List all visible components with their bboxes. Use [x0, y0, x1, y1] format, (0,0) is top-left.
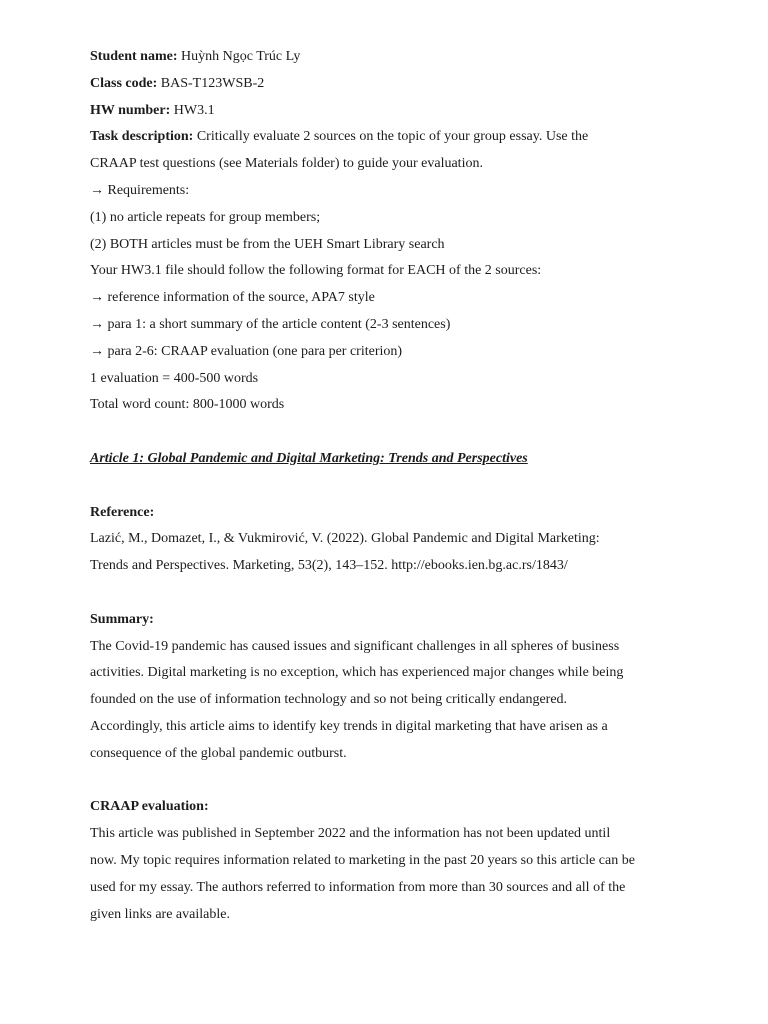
hw-number-line	[90, 98, 700, 125]
craap-line-3: used for my essay. The authors referred to information from more than 30 sources and all of the	[90, 879, 626, 895]
spacer	[90, 419, 700, 446]
spacer	[90, 580, 700, 607]
hw-number-label: HW number:	[90, 102, 171, 118]
craap-line-1: This article was published in September 2022 and the information has not been updated until	[90, 826, 611, 842]
reference-line-1: Lazić, M., Domazet, I., & Vukmirović, V. (2022). Global Pandemic and Digital Marketing:	[90, 531, 600, 547]
task-description-text-2: CRAAP test questions (see Materials folder) to guide your evaluation.	[90, 156, 483, 172]
task-description-line	[90, 124, 700, 151]
requirements-heading: → Requirements:	[90, 182, 190, 198]
summary-line-5: consequence of the global pandemic outburst.	[90, 745, 347, 761]
format-item-2: → para 1: a short summary of the article content (2-3 sentences)	[90, 316, 451, 332]
total-word-count: Total word count: 800-1000 words	[90, 397, 285, 413]
summary-line-1: The Covid-19 pandemic has caused issues and significant challenges in all spheres of business	[90, 638, 620, 654]
summary-line-4: Accordingly, this article aims to identify key trends in digital marketing that have arisen as a	[90, 718, 608, 734]
class-code-value: BAS-T123WSB-2	[160, 75, 265, 91]
summary-line-3: founded on the use of information technology and so not being critically endangered.	[90, 692, 568, 708]
requirement-item-2: (2) BOTH articles must be from the UEH Smart Library search	[90, 236, 445, 252]
craap-line-4: given links are available.	[90, 906, 230, 922]
craap-line-2: now. My topic requires information related to marketing in the past 20 years so this article can be	[90, 852, 635, 868]
student-name-value: Huỳnh Ngọc Trúc Ly	[181, 49, 301, 64]
task-description-label: Task description:	[90, 129, 194, 145]
class-code-label: Class code:	[90, 75, 158, 91]
hw-number-value: HW3.1	[173, 102, 215, 118]
class-code-line	[90, 71, 700, 98]
task-description-text-1: Critically evaluate 2 sources on the topic of your group essay. Use the	[196, 129, 589, 145]
format-item-1: → reference information of the source, APA7 style	[90, 290, 375, 306]
craap-heading: CRAAP evaluation:	[90, 799, 209, 815]
article-title: Article 1: Global Pandemic and Digital Marketing: Trends and Perspectives	[90, 450, 528, 466]
reference-heading: Reference:	[90, 504, 155, 520]
document-page	[90, 44, 700, 928]
summary-line-2: activities. Digital marketing is no exception, which has experienced major changes while being	[90, 665, 624, 681]
student-name-label: Student name:	[90, 49, 178, 64]
spacer	[90, 768, 700, 795]
requirement-item-1: (1) no article repeats for group members;	[90, 209, 321, 225]
reference-line-2: Trends and Perspectives. Marketing, 53(2), 143–152. http://ebooks.ien.bg.ac.rs/1843/	[90, 558, 568, 574]
format-item-3: → para 2-6: CRAAP evaluation (one para per criterion)	[90, 343, 403, 359]
evaluation-length: 1 evaluation = 400-500 words	[90, 370, 259, 386]
format-intro: Your HW3.1 file should follow the following format for EACH of the 2 sources:	[90, 263, 542, 279]
summary-heading: Summary:	[90, 611, 154, 627]
student-name-line	[90, 44, 700, 71]
spacer	[90, 473, 700, 500]
